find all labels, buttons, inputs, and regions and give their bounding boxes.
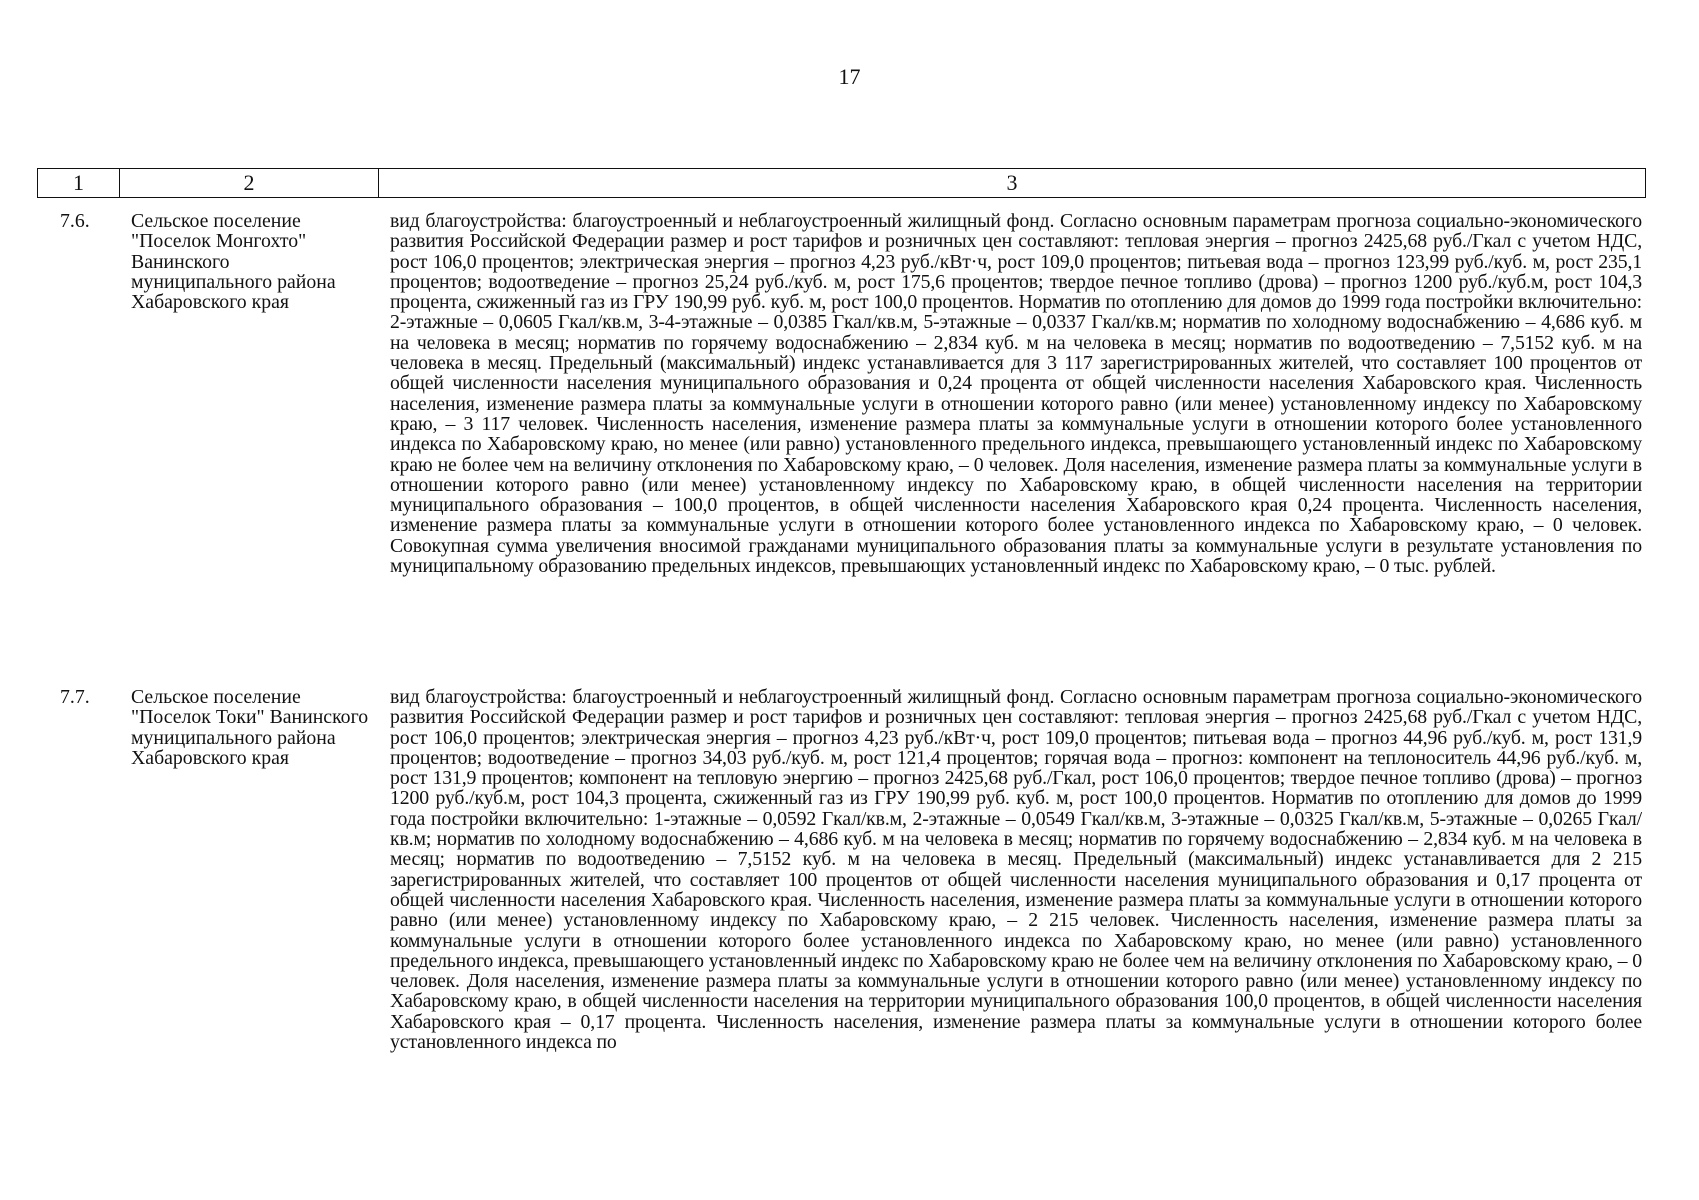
table-header-row xyxy=(38,169,1646,198)
header-cell-1: 1 xyxy=(38,169,120,198)
table-row xyxy=(37,687,1646,1052)
settlement-description: вид благоустройства: благоустроенный и неблагоустроенный жилищный фонд. Согласно основным параметрам прогноза социально-экономического развития Российской Федерации размер и рост тарифов и розничных цен составляют: тепловая энергия – прогноз 2425,68 руб./Гкал с учетом НДС, рост 106,0 процентов; электрическая энергия – прогноз 4,23 руб./кВт·ч, рост 109,0 процентов; питьевая вода – прогноз 44,96 руб./куб. м, рост 131,9 процентов; водоотведение – прогноз 34,03 руб./куб. м, рост 121,4 процентов; горячая вода – прогноз: компонент на теплоноситель 44,96 руб./куб. м, рост 131,9 процентов; компонент на тепловую энергию – прогноз 2425,68 руб./Гкал, рост 106,0 процентов; твердое печное топливо (дрова) – прогноз 1200 руб./куб.м, рост 104,3 процента, сжиженный газ из ГРУ 190,99 руб. куб. м, рост 100,0 процентов. Норматив по отоплению для домов до 1999 года постройки включительно: 1-этажные – 0,0592 Гкал/кв.м, 2-этажные – 0,0549 Гкал/кв.м, 3-этажные – 0,0325 Гкал/кв.м, 5-этажные – 0,0265 Гкал/кв.м; норматив по холодному водоснабжению – 4,686 куб. м на человека в месяц; норматив по горячему водоснабжению – 2,834 куб. м на человека в месяц; норматив по водоотведению – 7,5152 куб. м на человека в месяц. Предельный (максимальный) индекс устанавливается для 2 215 зарегистрированных жителей, что составляет 100 процентов от общей численности населения муниципального образования и 0,17 процента от общей численности населения Хабаровского края. Численность населения, изменение размера платы за коммунальные услуги в отношении которого равно (или менее) установленному индексу по Хабаровскому краю, – 2 215 человек. Численность населения, изменение размера платы за коммунальные услуги в отношении которого более установленного индекса по Хабаровскому краю, но менее (или равно) установленного предельного индекса, превышающего установленный индекс по Хабаровскому краю не более чем на величину отклонения по Хабаровскому краю, – 0 человек. Доля населения, изменение размера платы за коммунальные услуги в отношении которого равно (или менее) установленному индексу по Хабаровскому краю, в общей численности населения на территории муниципального образования 100,0 процентов, в общей численности населения Хабаровского края – 0,17 процента. Численность населения, изменение размера платы за коммунальные услуги в отношении которого более установленного индекса по xyxy=(390,686,1642,1054)
header-cell-3: 3 xyxy=(379,169,1646,198)
table-row xyxy=(37,211,1646,576)
settlement-name: Сельское поселение "Поселок Монгохто" Ванинского муниципального района Хабаровского края xyxy=(131,210,336,314)
row-number: 7.7. xyxy=(60,686,90,708)
table-row-7-7 xyxy=(37,687,1646,1052)
settlement-name: Сельское поселение "Поселок Токи" Ванинского муниципального района Хабаровского края xyxy=(131,686,369,769)
page-number: 17 xyxy=(838,64,861,89)
settlement-description: вид благоустройства: благоустроенный и неблагоустроенный жилищный фонд. Согласно основным параметрам прогноза социально-экономического развития Российской Федерации размер и рост тарифов и розничных цен составляют: тепловая энергия – прогноз 2425,68 руб./Гкал с учетом НДС, рост 106,0 процентов; электрическая энергия – прогноз 4,23 руб./кВт·ч, рост 109,0 процентов; питьевая вода – прогноз 123,99 руб./куб. м, рост 235,1 процентов; водоотведение – прогноз 25,24 руб./куб. м, рост 175,6 процентов; твердое печное топливо (дрова) – прогноз 1200 руб./куб.м, рост 104,3 процента, сжиженный газ из ГРУ 190,99 руб. куб. м, рост 100,0 процентов. Норматив по отоплению для домов до 1999 года постройки включительно: 2-этажные – 0,0605 Гкал/кв.м, 3-4-этажные – 0,0385 Гкал/кв.м, 5-этажные – 0,0337 Гкал/кв.м; норматив по холодному водоснабжению – 4,686 куб. м на человека в месяц; норматив по горячему водоснабжению – 2,834 куб. м на человека в месяц; норматив по водоотведению – 7,5152 куб. м на человека в месяц. Предельный (максимальный) индекс устанавливается для 3 117 зарегистрированных жителей, что составляет 100 процентов от общей численности населения муниципального образования и 0,24 процента от общей численности населения Хабаровского края. Численность населения, изменение размера платы за коммунальные услуги в отношении которого равно (или менее) установленному индексу по Хабаровскому краю, – 3 117 человек. Численность населения, изменение размера платы за коммунальные услуги в отношении которого более установленного индекса по Хабаровскому краю, но менее (или равно) установленного предельного индекса, превышающего установленный индекс по Хабаровскому краю не более чем на величину отклонения по Хабаровскому краю, – 0 человек. Доля населения, изменение размера платы за коммунальные услуги в отношении которого равно (или менее) установленному индексу по Хабаровскому краю, в общей численности населения на территории муниципального образования – 100,0 процентов, в общей численности населения Хабаровского края 0,24 процента. Численность населения, изменение размера платы за коммунальные услуги в отношении которого более установленного индекса по Хабаровскому краю, – 0 человек. Совокупная сумма увеличения вносимой гражданами муниципального образования платы за коммунальные услуги в результате установления по муниципальному образованию предельных индексов, превышающих установленный индекс по Хабаровскому краю, – 0 тыс. рублей. xyxy=(390,210,1642,578)
table-header xyxy=(37,168,1646,198)
row-number: 7.6. xyxy=(60,210,90,232)
table-row-7-6 xyxy=(37,211,1646,576)
header-cell-2: 2 xyxy=(120,169,379,198)
